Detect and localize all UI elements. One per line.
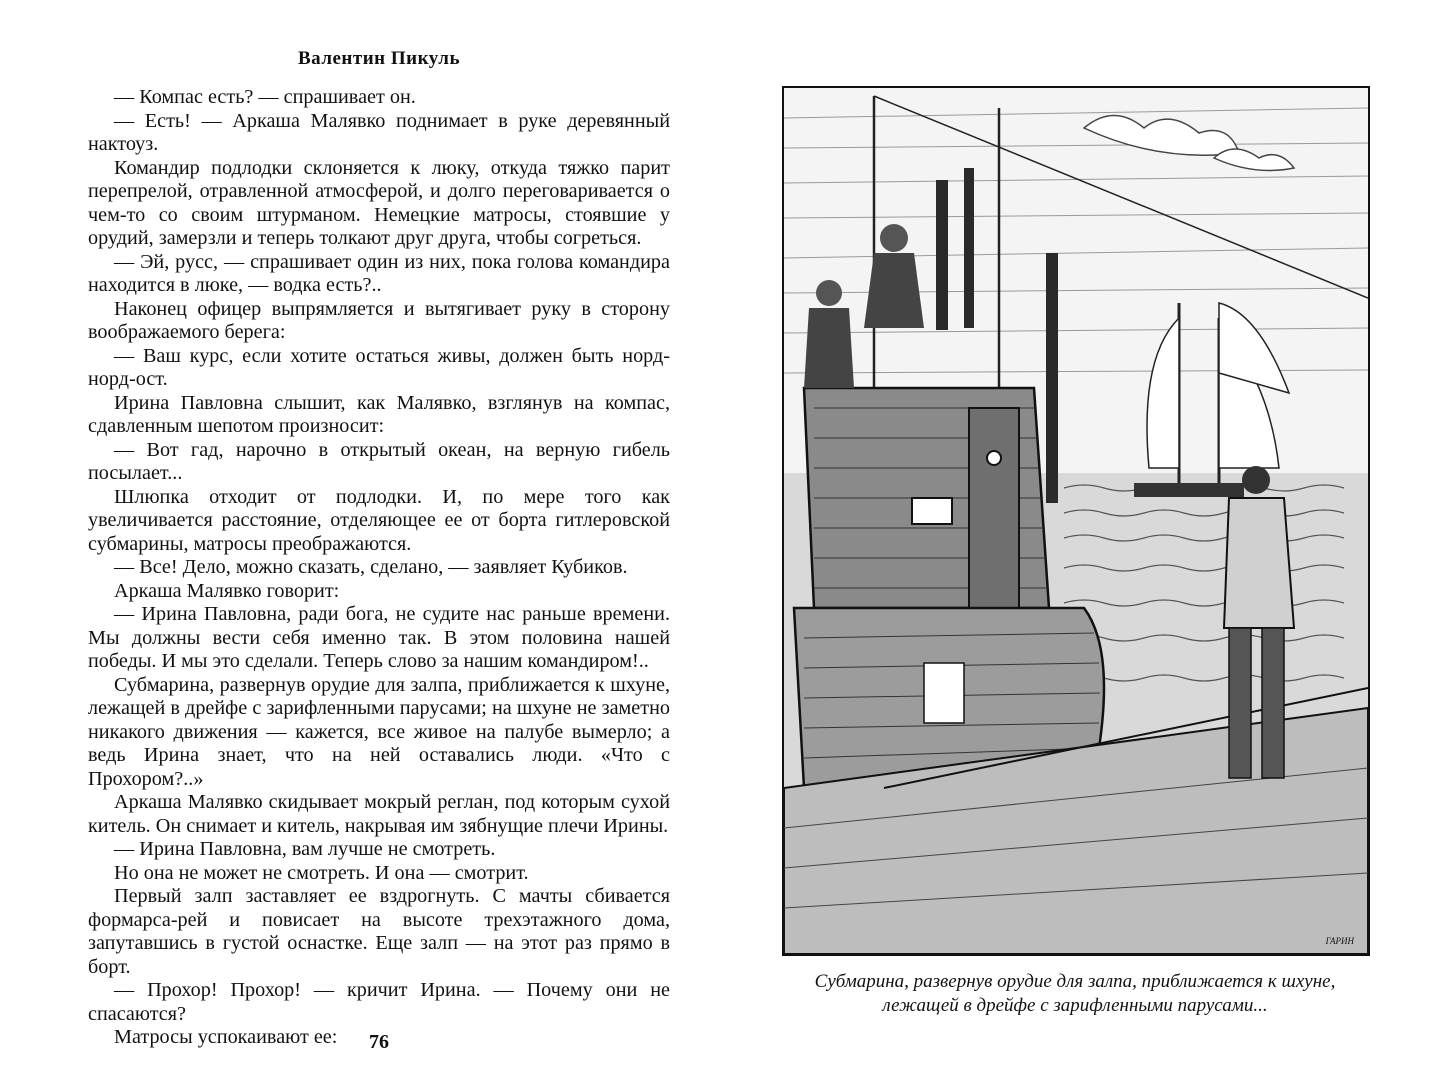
paragraph: — Ирина Павловна, ради бога, не судите нас раньше времени. Мы должны вести себя именно так. В этом половина нашей победы. И мы это сделали. Теперь слово за нашим командиром!.. — [88, 603, 670, 672]
periscope — [936, 180, 948, 330]
porthole-window — [912, 498, 952, 524]
periscope — [964, 168, 974, 328]
cloud — [1084, 116, 1239, 156]
left-page — [88, 38, 670, 1068]
submarine-illustration — [784, 88, 1368, 954]
paragraph: Аркаша Малявко скидывает мокрый реглан, под которым сухой китель. Он снимает и китель, накрывая им зябнущие плечи Ирины. — [88, 791, 670, 837]
running-head-author: Валентин Пикуль — [298, 48, 460, 69]
paragraph: Наконец офицер выпрямляется и вытягивает руку в сторону воображаемого берега: — [88, 297, 670, 343]
grille — [924, 663, 964, 723]
paragraph: — Вот гад, нарочно в открытый океан, на верную гибель посылает... — [88, 438, 670, 484]
artist-signature: ГАРИН — [1325, 936, 1354, 946]
paragraph: Матросы успокаивают ее: — [114, 1026, 338, 1048]
paragraph: — Ваш курс, если хотите остаться живы, должен быть норд-норд-ост. — [88, 344, 670, 390]
paragraph: — Ирина Павловна, вам лучше не смотреть. — [114, 838, 496, 860]
sailing-ship — [1134, 303, 1289, 497]
page-number: 76 — [369, 1031, 389, 1053]
paragraph: — Есть! — Аркаша Малявко поднимает в руке деревянный нактоуз. — [88, 109, 670, 155]
caption-line: лежащей в дрейфе с зарифленными парусами... — [882, 995, 1268, 1016]
paragraph: Но она не может не смотреть. И она — смотрит. — [114, 861, 529, 884]
paragraph: — Прохор! Прохор! — кричит Ирина. — Почему они не спасаются? — [88, 979, 670, 1025]
caption-line: Субмарина, развернув орудие для залпа, приближается к шхуне, — [814, 971, 1336, 992]
illustration — [782, 86, 1370, 956]
paragraph: Аркаша Малявко говорит: — [114, 579, 340, 602]
paragraph: — Эй, русс, — спрашивает один из них, пока голова командира находится в люке, — водка есть?.. — [88, 250, 670, 296]
paragraph: Ирина Павловна слышит, как Малявко, взглянув на компас, сдавленным шепотом произносит: — [88, 391, 670, 437]
cloud — [1214, 149, 1294, 170]
text-body — [88, 86, 670, 1050]
illustration-caption — [760, 970, 1390, 1018]
sky-hatching — [784, 108, 1368, 373]
tower-column — [969, 408, 1019, 608]
gauge — [987, 451, 1001, 465]
paragraph: — Компас есть? — спрашивает он. — [114, 86, 416, 108]
paragraph: Шлюпка отходит от подлодки. И, по мере того как увеличивается расстояние, отделяющее ее от борта гитлеровской субмарины, матросы преображаются. — [88, 485, 670, 555]
sailor-figure — [804, 280, 854, 388]
periscope — [1046, 253, 1058, 503]
paragraph: — Все! Дело, можно сказать, сделано, — заявляет Кубиков. — [114, 556, 628, 578]
paragraph: Командир подлодки склоняется к люку, откуда тяжко парит перепрелой, отравленной атмосферой, и долго переговаривается о чем-то со своим штурманом. Немецкие матросы, стоявшие у орудий, замерзли и теперь толкают друг друга, чтобы согреться. — [88, 156, 670, 249]
paragraph: Первый залп заставляет ее вздрогнуть. С мачты сбивается формарса-рей и повисает на высоте трехэтажного дома, запутавшись в густой оснастке. Еще залп — на этот раз прямо в борт. — [88, 885, 670, 978]
right-page — [760, 0, 1437, 1080]
paragraph: Субмарина, развернув орудие для залпа, приближается к шхуне, лежащей в дрейфе с зарифленными парусами; на шхуне не заметно никакого движения — кажется, все живое на палубе вымерло; а ведь Ирина знает, что на ней оставались люди. «Что с Прохором?..» — [88, 673, 670, 790]
